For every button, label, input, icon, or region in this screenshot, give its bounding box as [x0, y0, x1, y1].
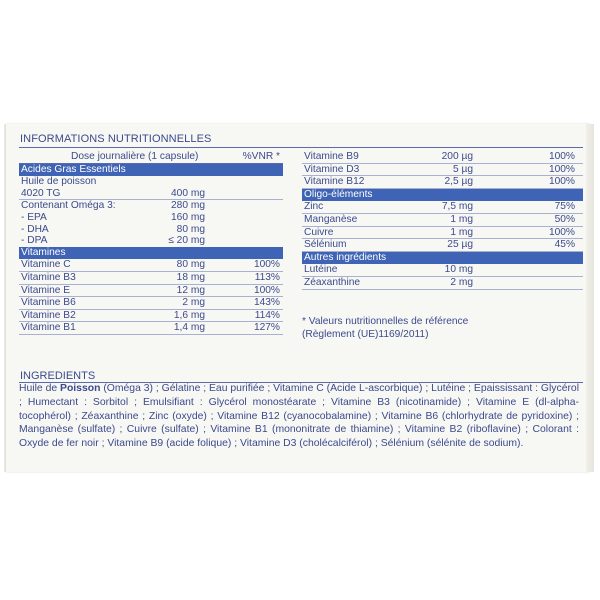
row-value: 12 mg: [176, 284, 205, 296]
row-value: ≤ 20 mg: [168, 235, 205, 247]
table-row: [302, 239, 583, 252]
table-row: [19, 310, 283, 323]
row-percent: 100%: [253, 259, 280, 271]
row-percent: 100%: [548, 163, 575, 175]
table-row: [19, 322, 283, 335]
row-value: 1 mg: [450, 213, 473, 225]
row-percent: 100%: [548, 226, 575, 238]
table-row: [302, 227, 583, 240]
table-row: [302, 214, 583, 227]
row-percent: 143%: [253, 297, 280, 309]
table-header: [19, 151, 283, 164]
box-edge-right: [586, 124, 594, 472]
row-value: 5 µg: [452, 163, 473, 175]
row-percent: 100%: [548, 176, 575, 188]
row-percent: 113%: [254, 271, 280, 283]
row-value: 7,5 mg: [441, 201, 473, 213]
section-label: Oligo-éléments: [304, 188, 373, 200]
table-row: [302, 176, 583, 189]
footnote-line: * Valeurs nutritionnelles de référence: [302, 316, 469, 327]
row-value: 80 mg: [176, 259, 205, 271]
row-percent: 45%: [554, 239, 575, 251]
row-percent: 127%: [253, 322, 280, 334]
table-row: [19, 285, 283, 298]
row-percent: 114%: [254, 309, 280, 321]
table-row: [302, 277, 583, 290]
table-row: [19, 176, 283, 188]
dose-header: Dose journalière (1 capsule): [71, 151, 199, 162]
row-name: Vitamine B3: [21, 271, 76, 283]
row-name: 4020 TG: [21, 187, 61, 199]
row-name: Huile de poisson: [21, 176, 97, 188]
table-row: [19, 188, 283, 201]
row-name: Contenant Oméga 3:: [21, 200, 116, 212]
ingredients-bold: Poisson: [60, 383, 101, 394]
table-row: [19, 212, 283, 224]
row-percent: 75%: [554, 201, 575, 213]
row-value: 1,4 mg: [173, 322, 205, 334]
row-name: Vitamine B6: [21, 297, 76, 309]
row-value: 400 mg: [171, 187, 205, 199]
row-value: 1,6 mg: [173, 309, 205, 321]
vnr-footnote: [302, 315, 562, 341]
table-row: [302, 264, 583, 277]
table-row: [19, 235, 283, 247]
ingredients-body: (Oméga 3) ; Gélatine ; Eau purifiée ; Vitamine C (Acide L-ascorbique) ; Lutéine ; Epaississant : Glycérol ; Humectant : Sorbitol ; Emulsifiant : Glycérol monostéarate ; Vitamine B3 (nicotinamide) ; Vitamine E (dl-alpha-tocophérol) ; Zéaxanthine ; Zinc (oxyde) ; Vitamine B12 (cyanocobalamine) ; Vitamine B6 (chlorhydrate de pyridoxine) ; Manganèse (sulfate) ; Cuivre (sulfate) ; Vitamine B1 (mononitrate de thiamine) ; Vitamine B2 (riboflavine) ; Colorant : Oxyde de fer noir ; Vitamine B9 (acide folique) ; Vitamine D3 (cholécalciférol) ; Sélénium (sélénite de sodium).: [19, 383, 580, 450]
table-row: [19, 297, 283, 310]
left-column: [19, 151, 283, 335]
row-name: Vitamine D3: [304, 163, 360, 175]
section-autres-ingredients: [302, 252, 583, 265]
table-row: [19, 224, 283, 236]
row-value: 2 mg: [450, 276, 473, 288]
row-value: 25 µg: [447, 239, 473, 251]
row-name: Sélénium: [304, 239, 347, 251]
row-name: Lutéine: [304, 264, 338, 276]
row-name: - EPA: [21, 211, 47, 223]
section-label: Acides Gras Essentiels: [21, 163, 126, 175]
vnr-header: %VNR *: [242, 151, 280, 162]
row-name: Vitamine B2: [21, 309, 76, 321]
row-value: 200 µg: [441, 151, 473, 162]
section-oligo-elements: [302, 189, 583, 202]
table-row: [19, 272, 283, 285]
row-value: 280 mg: [171, 200, 205, 212]
table-row: [302, 151, 583, 164]
row-name: Zinc: [304, 201, 324, 213]
row-value: 2,5 µg: [444, 176, 473, 188]
row-percent: 100%: [548, 151, 575, 162]
row-name: - DPA: [21, 235, 48, 247]
section-label: Vitamines: [21, 246, 66, 258]
row-percent: 50%: [554, 213, 575, 225]
title-divider: [19, 147, 583, 148]
row-name: Cuivre: [304, 226, 334, 238]
row-name: Zéaxanthine: [304, 276, 361, 288]
row-percent: 100%: [253, 284, 280, 296]
row-value: 1 mg: [450, 226, 473, 238]
ingredients-text: [19, 382, 579, 451]
row-value: 80 mg: [176, 223, 205, 235]
section-vitamines: [19, 247, 283, 260]
row-name: Vitamine E: [21, 284, 71, 296]
row-name: Manganèse: [304, 213, 358, 225]
footnote-line: (Règlement (UE)1169/2011): [302, 329, 429, 340]
table-row: [302, 164, 583, 177]
table-row: [19, 200, 283, 212]
row-value: 2 mg: [182, 297, 205, 309]
row-name: Vitamine B1: [21, 322, 76, 334]
section-acides-gras: [19, 164, 283, 177]
nutrition-title: INFORMATIONS NUTRITIONNELLES: [20, 133, 212, 145]
row-name: Vitamine B9: [304, 151, 359, 162]
right-column: [302, 151, 583, 290]
row-value: 160 mg: [171, 211, 205, 223]
row-name: Vitamine B12: [304, 176, 365, 188]
row-value: 10 mg: [444, 264, 473, 276]
table-row: [19, 259, 283, 272]
row-value: 18 mg: [176, 271, 205, 283]
row-name: Vitamine C: [21, 259, 71, 271]
section-label: Autres ingrédients: [304, 251, 387, 263]
ingredients-prefix: Huile de: [19, 383, 61, 394]
table-row: [302, 201, 583, 214]
ingredients-title: INGREDIENTS: [20, 370, 96, 382]
row-name: - DHA: [21, 223, 49, 235]
